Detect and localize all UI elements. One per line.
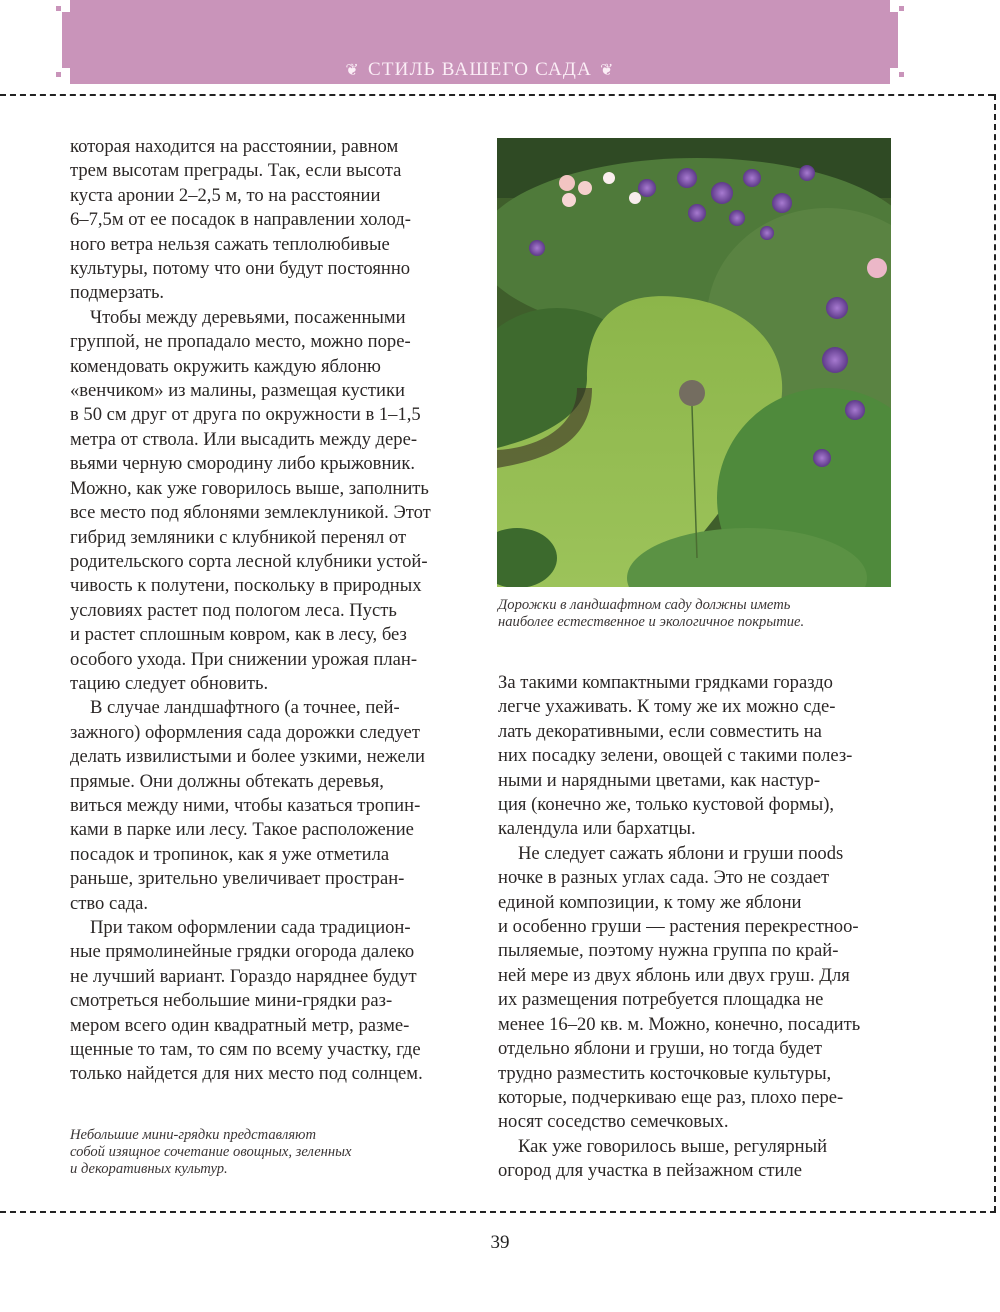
caption-line: Дорожки в ландшафтном саду должны иметь (498, 597, 791, 613)
mini-beds-caption (70, 1127, 470, 1178)
banner-notch (899, 6, 904, 11)
text-line: их размещения потребуется площадка не (498, 989, 824, 1011)
ornament-icon: ❦ (345, 62, 360, 79)
text-line: огород для участка в пейзажном стиле (498, 1160, 802, 1182)
text-line: трем высотам преграды. Так, если высота (70, 160, 402, 182)
text-line: ство сада. (70, 892, 149, 914)
text-line: 6–7,5м от ее посадок в направлении холод- (70, 209, 411, 231)
page-frame-right-border (994, 94, 996, 1212)
caption-line: и декоративных культур. (70, 1161, 228, 1177)
text-line: легче ухаживать. К тому же их можно сде- (498, 696, 836, 718)
text-line: раньше, зрительно увеличивает простран- (70, 868, 405, 890)
section-title-text: СТИЛЬ ВАШЕГО САДА (367, 59, 593, 80)
caption-line: наиболее естественное и экологичное покрытие. (498, 614, 805, 630)
text-line: не лучший вариант. Гораздо наряднее будут (70, 965, 417, 987)
caption-line: собой изящное сочетание овощных, зеленных (70, 1144, 352, 1160)
banner-notch (899, 72, 904, 77)
text-line: культуры, потому что они будут постоянно (70, 258, 411, 280)
text-line: менее 16–20 кв. м. Можно, конечно, посадить (498, 1013, 861, 1035)
text-line: В случае ландшафтного (а точнее, пей- (90, 697, 400, 719)
text-line: комендовать окружить каждую яблоню (70, 355, 381, 377)
text-line: При таком оформлении сада традицион- (90, 917, 411, 938)
text-line: Не следует сажать яблони и груши поods (518, 842, 844, 864)
garden-photo-illustration (497, 138, 891, 587)
text-line: ками в парке или лесу. Такое расположение (70, 819, 414, 841)
text-line: Чтобы между деревьями, посаженными (90, 306, 406, 328)
text-line: ней мере из двух яблонь или двух груш. Для (498, 964, 850, 986)
text-line: календула или бархатцы. (498, 818, 696, 840)
text-line: За такими компактными грядками гораздо (498, 672, 833, 693)
text-line: особого ухода. При снижении урожая план- (70, 648, 418, 670)
caption-line: Небольшие мини-грядки представляют (70, 1127, 316, 1143)
text-line: виться между ними, чтобы казаться тропин- (70, 794, 421, 816)
right-text-column (498, 671, 898, 1184)
text-line: лать декоративными, если совместить на (498, 720, 822, 742)
text-line: носят соседство семечковых. (498, 1111, 729, 1133)
text-line: тацию следует обновить. (70, 672, 269, 694)
banner-notch (56, 72, 61, 77)
left-text-column (70, 135, 470, 1087)
text-line: зажного) оформления сада дорожки следует (70, 721, 420, 743)
text-line: трудно разместить косточковые культуры, (498, 1062, 832, 1084)
text-line: Как уже говорилось выше, регулярный (518, 1135, 828, 1157)
text-line: делать извилистыми и более узкими, нежели (70, 746, 425, 768)
text-line: отдельно яблони и груши, но тогда будет (498, 1038, 822, 1060)
photo-caption (498, 597, 898, 631)
text-line: ного ветра нельзя сажать теплолюбивые (70, 233, 390, 255)
text-line: куста аронии 2–2,5 м, то на расстоянии (70, 184, 381, 206)
page-number: 39 (490, 1232, 510, 1253)
text-line: которая находится на расстоянии, равном (70, 136, 399, 157)
text-line: и растет сплошным ковром, как в лесу, без (70, 624, 407, 646)
text-line: которые, подчеркиваю еще раз, плохо пере- (498, 1086, 844, 1108)
text-line: единой композиции, к тому же яблони (498, 891, 802, 913)
text-line: чивость к полутени, поскольку в природных (70, 575, 422, 597)
text-line: гибрид земляники с клубникой перенял от (70, 526, 407, 548)
text-line: вьями черную смородину либо крыжовник. (70, 453, 416, 475)
text-line: мером всего один квадратный метр, разме- (70, 1014, 410, 1036)
text-line: «венчиком» из малины, размещая кустики (70, 380, 405, 402)
page-frame-bottom-border (0, 1211, 996, 1213)
text-line: ные прямолинейные грядки огорода далеко (70, 941, 415, 963)
text-line: метра от ствола. Или высадить между дере- (70, 428, 418, 450)
page-frame-top-border (0, 94, 994, 96)
section-header-banner (70, 0, 890, 84)
text-line: них посадку зелени, овощей с такими полез- (498, 745, 853, 767)
text-line: в 50 см друг от друга по окружности в 1–1,5 (70, 404, 421, 426)
text-line: щенные то там, то сям по всему участку, где (70, 1039, 421, 1061)
text-line: посадок и тропинок, как я уже отметила (70, 843, 390, 865)
text-line: только найдется для них место под солнцем. (70, 1063, 423, 1085)
text-line: подмерзать. (70, 282, 165, 304)
text-line: и особенно груши — растения перекрестноо- (498, 916, 859, 938)
garden-path-photo (497, 138, 891, 587)
text-line: смотреться небольшие мини-грядки раз- (70, 990, 393, 1012)
banner-notch (56, 6, 61, 11)
text-line: ночке в разных углах сада. Это не создает (498, 867, 830, 889)
ornament-icon: ❦ (600, 62, 615, 79)
text-line: группой, не пропадало место, можно поре- (70, 331, 411, 353)
text-line: условиях растет под пологом леса. Пусть (70, 599, 397, 621)
text-line: ция (конечно же, только кустовой формы), (498, 794, 835, 816)
text-line: все место под яблонями землеклуникой. Этот (70, 502, 431, 524)
text-line: прямые. Они должны обтекать деревья, (70, 770, 384, 792)
text-line: ными и нарядными цветами, как настур- (498, 769, 821, 791)
text-line: пыляемые, поэтому нужна группа по край- (498, 940, 839, 962)
section-title (70, 59, 890, 81)
text-line: Можно, как уже говорилось выше, заполнить (70, 477, 429, 499)
text-line: родительского сорта лесной клубники устой- (70, 550, 428, 572)
